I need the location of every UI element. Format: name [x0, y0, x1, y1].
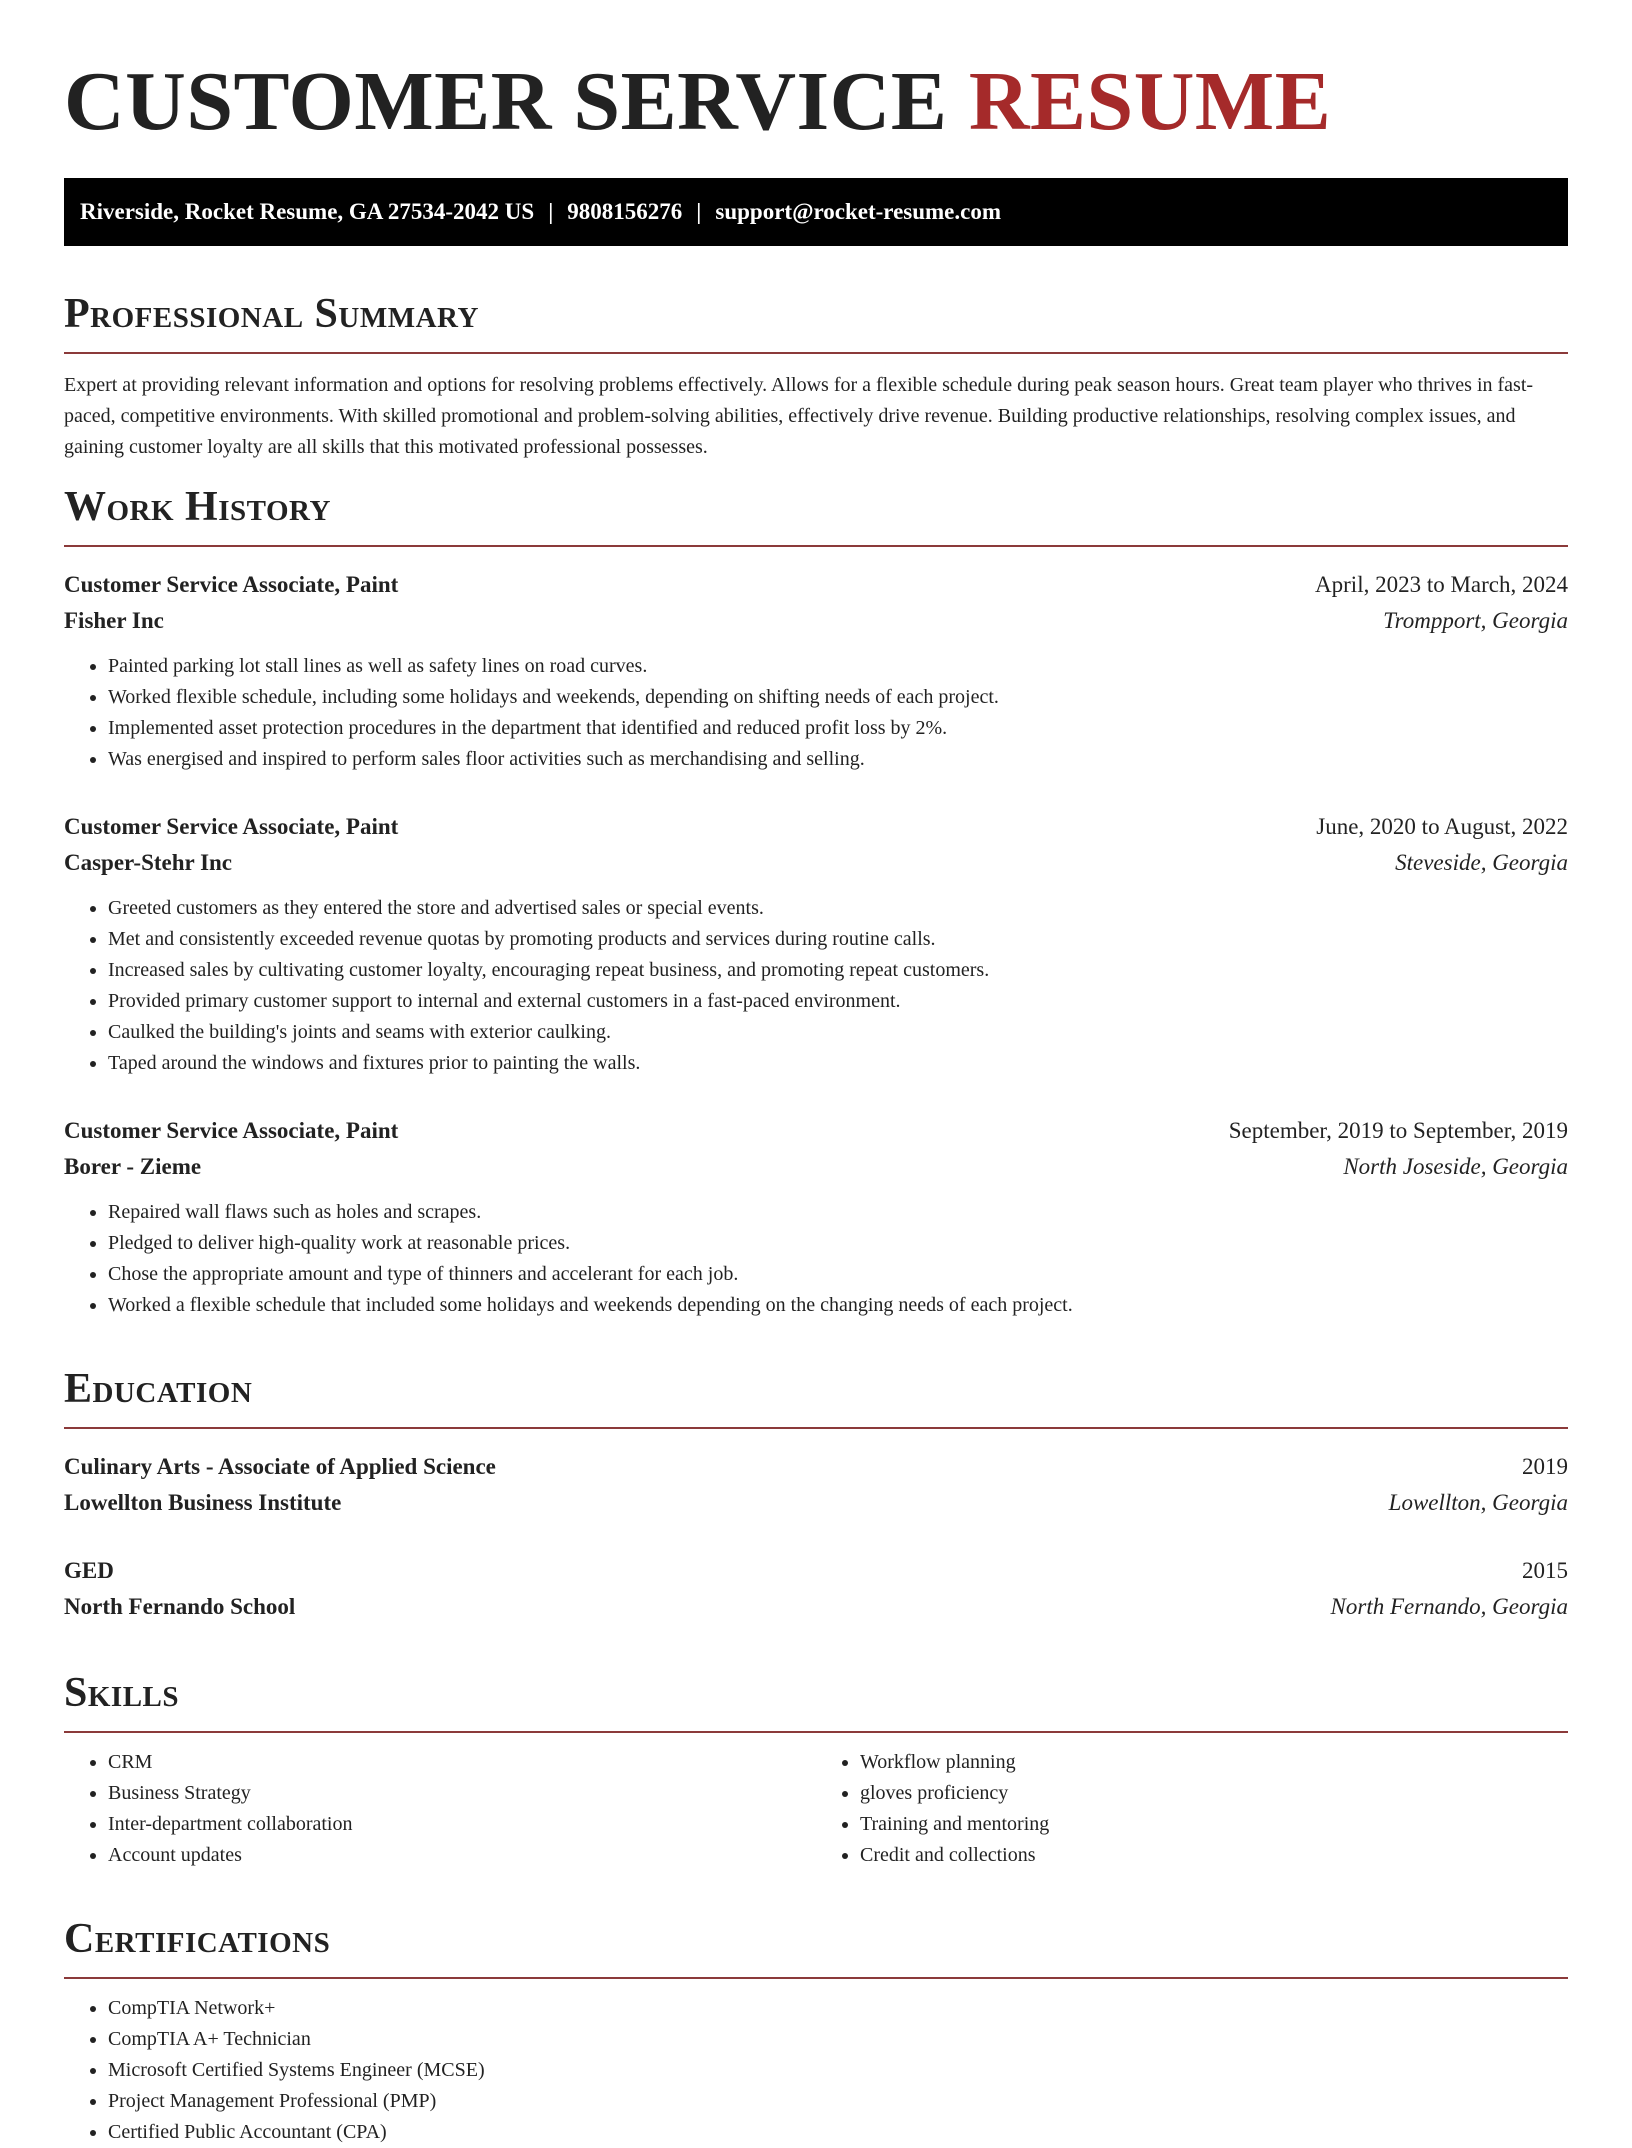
job-entry [64, 567, 1568, 775]
education-degree: GED [64, 1558, 114, 1583]
skill-item: • Workflow planning [860, 1747, 1568, 1778]
contact-separator: | [548, 199, 554, 224]
job-bullet: • Repaired wall flaws such as holes and scrapes. [108, 1197, 1568, 1228]
title-accent: RESUME [968, 55, 1332, 148]
job-bullets [64, 1197, 1568, 1321]
education-school: North Fernando School [64, 1594, 296, 1619]
education-school: Lowellton Business Institute [64, 1490, 342, 1515]
job-dates: June, 2020 to August, 2022 [1316, 814, 1568, 839]
job-bullets [64, 893, 1568, 1079]
certifications-heading: Certifications [64, 1916, 331, 1962]
job-bullet: • Caulked the building's joints and seams with exterior caulking. [108, 1017, 1568, 1048]
job-company: Fisher Inc [64, 608, 164, 633]
contact-bar [64, 178, 1568, 246]
job-bullet: • Worked flexible schedule, including some holidays and weekends, depending on shifting needs of each project. [108, 682, 1568, 713]
education-degree: Culinary Arts - Associate of Applied Science [64, 1454, 496, 1479]
skill-item: • Account updates [108, 1840, 816, 1871]
certification-item: • Project Management Professional (PMP) [108, 2086, 1568, 2117]
skill-item: • Business Strategy [108, 1778, 816, 1809]
education-location: North Fernando, Georgia [1330, 1594, 1568, 1619]
education-year: 2019 [1522, 1454, 1568, 1479]
job-bullet: • Implemented asset protection procedures in the department that identified and reduced profit loss by 2%. [108, 713, 1568, 744]
section-divider [64, 1977, 1568, 1979]
skill-item: • CRM [108, 1747, 816, 1778]
skills-column-left [64, 1747, 816, 1871]
job-bullet: • Painted parking lot stall lines as well as safety lines on road curves. [108, 651, 1568, 682]
section-divider [64, 352, 1568, 354]
section-divider [64, 545, 1568, 547]
certification-item: • Certified Public Accountant (CPA) [108, 2117, 1568, 2148]
education-entry [64, 1553, 1568, 1625]
contact-email: support@rocket-resume.com [715, 199, 1002, 224]
skills-column-right [816, 1747, 1568, 1871]
job-bullet: • Taped around the windows and fixtures prior to painting the walls. [108, 1048, 1568, 1079]
summary-heading: Professional Summary [64, 291, 479, 337]
job-location: Steveside, Georgia [1395, 850, 1568, 875]
job-company: Casper-Stehr Inc [64, 850, 233, 875]
job-bullet: • Increased sales by cultivating customer loyalty, encouraging repeat business, and promoting repeat customers. [108, 955, 1568, 986]
contact-address: Riverside, Rocket Resume, GA 27534-2042 US [80, 199, 535, 224]
skill-item: • Training and mentoring [860, 1809, 1568, 1840]
job-bullets [64, 651, 1568, 775]
education-heading: Education [64, 1366, 253, 1412]
summary-text: Expert at providing relevant information and options for resolving problems effectively. Allows for a flexible schedule during peak season hours. Great team player who thrives in fast-paced, competitive environments. With skilled promotional and problem-solving abilities, effectively drive revenue. Building productive relationships, resolving complex issues, and gaining customer loyalty are all skills that this motivated professional possesses. [64, 374, 1534, 458]
contact-separator: | [696, 199, 702, 224]
job-bullet: • Greeted customers as they entered the store and advertised sales or special events. [108, 893, 1568, 924]
skills-list [64, 1747, 1568, 1871]
certification-item: • CompTIA Network+ [108, 1993, 1568, 2024]
section-divider [64, 1731, 1568, 1733]
certifications-list [64, 1993, 1568, 2148]
job-dates: September, 2019 to September, 2019 [1228, 1118, 1568, 1143]
skill-item: • Inter-department collaboration [108, 1809, 816, 1840]
job-bullet: • Worked a flexible schedule that included some holidays and weekends depending on the changing needs of each project. [108, 1290, 1568, 1321]
work-heading: Work History [64, 484, 331, 530]
job-title: Customer Service Associate, Paint [64, 572, 399, 597]
job-title: Customer Service Associate, Paint [64, 1118, 399, 1143]
job-company: Borer - Zieme [64, 1154, 202, 1179]
certification-item: • CompTIA A+ Technician [108, 2024, 1568, 2055]
job-dates: April, 2023 to March, 2024 [1315, 572, 1568, 597]
education-entry [64, 1449, 1568, 1521]
education-location: Lowellton, Georgia [1388, 1490, 1568, 1515]
job-location: Trompport, Georgia [1383, 608, 1568, 633]
title-main: CUSTOMER SERVICE [64, 55, 948, 148]
job-bullet: • Was energised and inspired to perform sales floor activities such as merchandising and selling. [108, 744, 1568, 775]
job-bullet: • Provided primary customer support to internal and external customers in a fast-paced environment. [108, 986, 1568, 1017]
job-location: North Joseside, Georgia [1343, 1154, 1568, 1179]
skills-heading: Skills [64, 1670, 180, 1716]
skill-item: • gloves proficiency [860, 1778, 1568, 1809]
job-entry [64, 809, 1568, 1079]
certification-item: • Microsoft Certified Systems Engineer (MCSE) [108, 2055, 1568, 2086]
contact-phone: 9808156276 [567, 199, 683, 224]
job-bullet: • Pledged to deliver high-quality work at reasonable prices. [108, 1228, 1568, 1259]
education-year: 2015 [1522, 1558, 1568, 1583]
section-divider [64, 1427, 1568, 1429]
job-bullet: • Met and consistently exceeded revenue quotas by promoting products and services during routine calls. [108, 924, 1568, 955]
job-bullet: • Chose the appropriate amount and type of thinners and accelerant for each job. [108, 1259, 1568, 1290]
resume-title [64, 0, 1568, 148]
job-entry [64, 1113, 1568, 1321]
skill-item: • Credit and collections [860, 1840, 1568, 1871]
job-title: Customer Service Associate, Paint [64, 814, 399, 839]
